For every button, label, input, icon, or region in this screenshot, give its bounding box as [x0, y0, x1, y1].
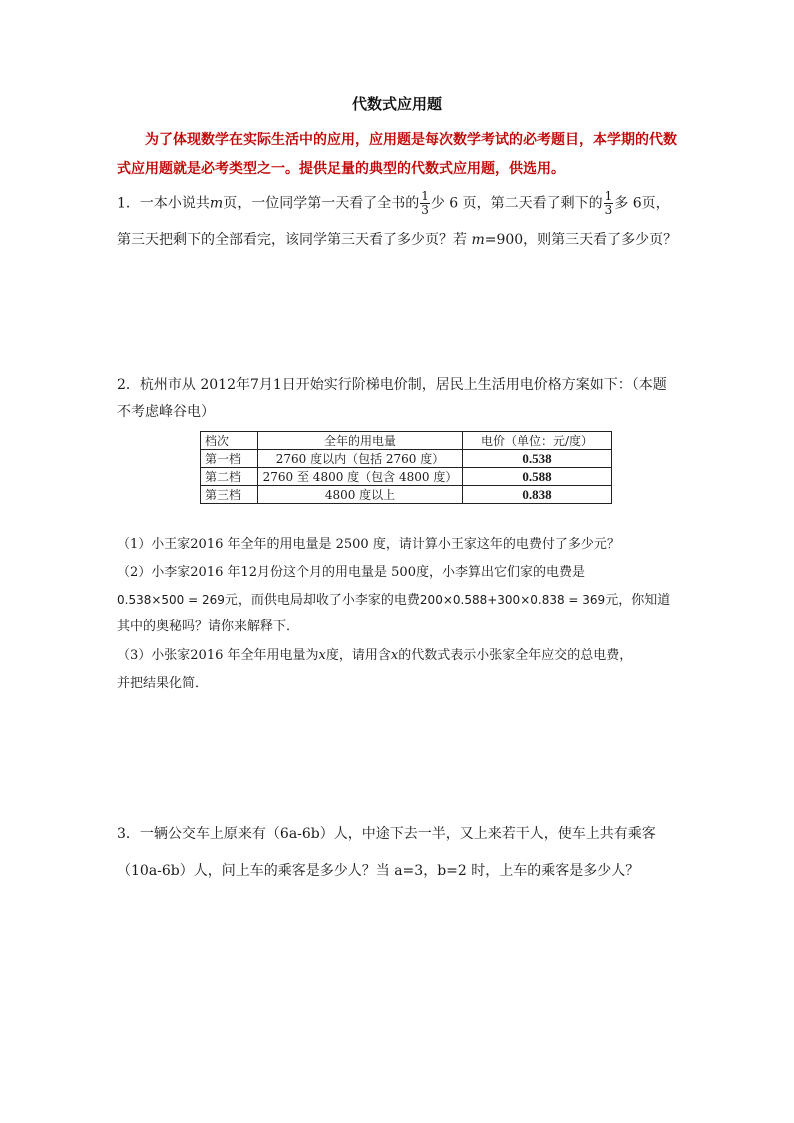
question-3-line-1: 3．一辆公交车上原来有（6a-6b）人，中途下去一半，又上来若干人，使车上共有乘客: [117, 826, 656, 842]
question-3-line-2: （10a-6b）人，问上车的乘客是多少人？当 a=3，b=2 时，上车的乘客是多少人？: [117, 863, 640, 879]
table-row: [201, 450, 612, 468]
table-cell: 第二档: [201, 468, 258, 486]
q1-var-m2: m: [471, 232, 485, 248]
question-1-line-2: [117, 230, 677, 250]
q1-frac1-denominator: 3: [421, 203, 429, 217]
question-2-sub-1: （1）小王家2016 年全年的用电量是 2500 度，请计算小王家这年的电费付了多少元？: [117, 537, 620, 552]
q2-equation-1: 0.538×500 = 269: [117, 593, 225, 607]
q2-sub3-var-x: x: [318, 648, 326, 663]
q1-text-a: 1．一本小说共: [117, 195, 210, 212]
q2-sub2-text-a: 元，而供电局却收了小李家的电费: [224, 593, 420, 608]
table-cell: 第一档: [201, 450, 258, 468]
table-header-cell: 电价（单位：元/度）: [463, 432, 612, 450]
tariff-table: [200, 431, 612, 504]
q1-frac2-numerator: 1: [604, 189, 613, 203]
q1-fraction-2: [604, 190, 614, 217]
q1-text-b: 页，一位同学第一天看了全书的: [223, 195, 420, 212]
question-2-sub-3-line-1: [117, 646, 632, 666]
q1-text-d: 多 6页，: [614, 195, 670, 212]
table-cell: 0.838: [463, 486, 612, 504]
q1-frac2-denominator: 3: [604, 203, 613, 217]
question-2-sub-2-line-3: 其中的奥秘吗？请你来解释下．: [117, 619, 300, 634]
q2-sub3-var-x2: x: [390, 648, 399, 663]
table-row: [201, 468, 612, 486]
q2-sub2-text-b: 元，你知道: [605, 593, 671, 608]
q1-line2-text-a: 第三天把剩下的全部看完，该同学第三天看了多少页？若: [117, 232, 472, 248]
question-2-sub-2-line-1: （2）小李家2016 年12月份这个月的用电量是 500度，小李算出它们家的电费是: [117, 565, 585, 580]
q1-fraction-1: [420, 190, 430, 217]
q2-sub3-text-b: 度，请用含: [325, 648, 391, 663]
q1-frac1-numerator: 1: [421, 189, 429, 203]
q1-line2-text-b: =900，则第三天看了多少页？: [484, 232, 678, 248]
q2-equation-2: 200×0.588+300×0.838 = 369: [419, 593, 606, 607]
table-cell: 0.538: [463, 450, 612, 468]
table-cell: 2760 至 4800 度（包含 4800 度）: [258, 468, 463, 486]
table-cell: 0.588: [463, 468, 612, 486]
question-2-line-2: 不考虑峰谷电）: [117, 404, 215, 420]
q2-sub3-text-a: （3）小张家2016 年全年用电量为: [117, 648, 319, 663]
table-header-cell: 全年的用电量: [258, 432, 463, 450]
table-header-row: [201, 432, 612, 450]
question-2-line-1: 2．杭州市从 2012年7月1日开始实行阶梯电价制，居民上生活用电价格方案如下：（本题: [117, 377, 667, 393]
question-1-line-1: [117, 190, 670, 217]
q1-var-m: m: [209, 195, 224, 212]
question-2-sub-3-line-2: 并把结果化简．: [117, 676, 209, 691]
q2-sub3-text-c: 的代数式表示小张家全年应交的总电费，: [398, 648, 633, 663]
table-cell: 4800 度以上: [258, 486, 463, 504]
table-header-cell: 档次: [201, 432, 258, 450]
q1-text-c: 少 6 页，第二天看了剩下的: [430, 195, 603, 212]
page-title: 代数式应用题: [351, 95, 442, 113]
question-2-sub-2-line-2: [117, 590, 670, 611]
table-row: [201, 486, 612, 504]
table-cell: 第三档: [201, 486, 258, 504]
intro-paragraph: 为了体现数学在实际生活中的应用，应用题是每次数学考试的必考题目，本学期的代数式应用题就是必考类型之一。提供足量的典型的代数式应用题，供选用。: [117, 132, 677, 177]
table-cell: 2760 度以内（包括 2760 度）: [258, 450, 463, 468]
